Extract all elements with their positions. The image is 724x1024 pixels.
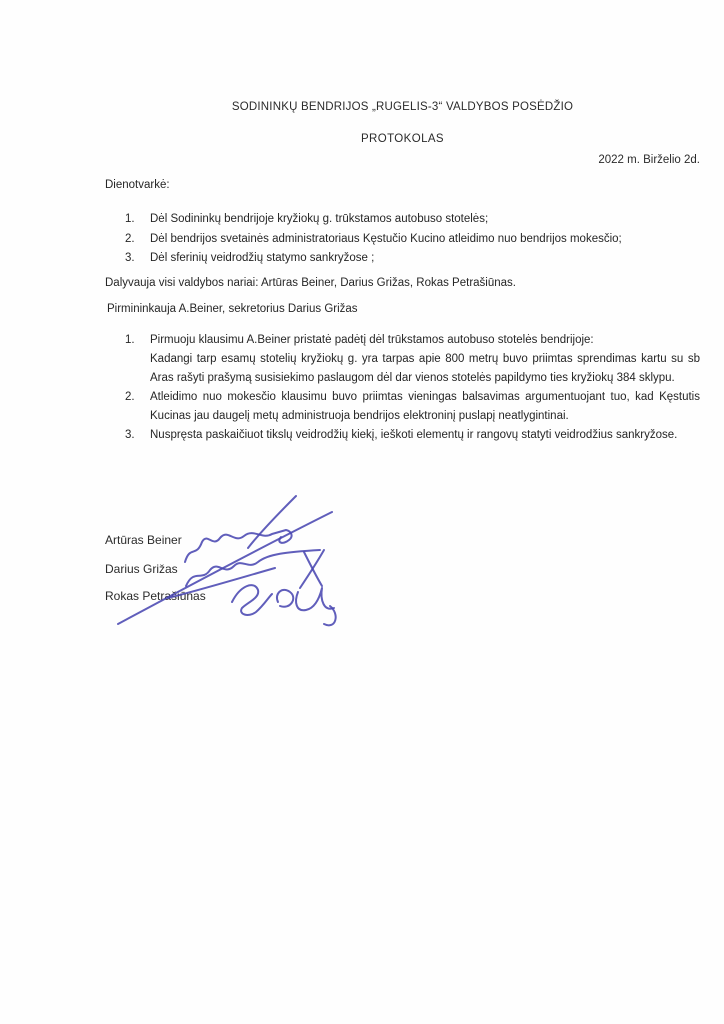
signatory-name: Artūras Beiner [105,533,182,547]
agenda-item-number: 1. [125,213,135,225]
minutes-item-number: 2. [125,391,135,403]
minutes-item [125,426,700,445]
agenda-item-text: Dėl bendrijos svetainės administratoriaus Kęstučio Kucino atleidimo nuo bendrijos mokesčio; [150,232,622,245]
agenda-item [125,230,700,250]
minutes-item-text [150,331,700,388]
minutes-item-text [150,388,700,426]
agenda-item-number: 3. [125,252,135,265]
document-content [105,0,700,1024]
agenda-list [125,210,700,269]
agenda-item [125,249,700,269]
signatory-name: Darius Grižas [105,562,178,576]
minutes-item [125,388,700,426]
agenda-item-text: Dėl Sodininkų bendrijoje kryžiokų g. trūkstamos autobuso stotelės; [150,213,489,225]
minutes-list [125,331,700,445]
chair-line: Pirmininkauja A.Beiner, sekretorius Darius Grižas [107,303,358,315]
attendees-line: Dalyvauja visi valdybos nariai: Artūras Beiner, Darius Grižas, Rokas Petrašiūnas. [105,277,516,289]
agenda-item [125,210,700,230]
minutes-item-number: 1. [125,334,135,346]
minutes-item-line1: Nuspręsta paskaičiuot tikslų veidrodžių kiekį, ieškoti elementų ir rangovų statyti veidrodžius sankryžose. [150,429,678,441]
document-date: 2022 m. Birželio 2d. [598,154,700,166]
minutes-item-line1: Atleidimo nuo mokesčio klausimu buvo priimtas vieningas balsavimas argumentuojant tuo, kad Kęstutis Kucinas jau daugelį metų administruoja bendrijos elektroninį puslapį neatlygintinai. [150,391,700,422]
document-subtitle: PROTOKOLAS [360,133,445,145]
signatory-name: Rokas Petrašiūnas [105,589,206,603]
agenda-heading: Dienotvarkė: [105,179,170,191]
document-title: SODININKŲ BENDRIJOS „RUGELIS-3“ VALDYBOS POSĖDŽIO [231,101,574,113]
agenda-item-text: Dėl sferinių veidrodžių statymo sankryžose ; [150,252,375,265]
agenda-item-number: 2. [125,232,135,245]
minutes-item [125,331,700,388]
minutes-item-number: 3. [125,429,135,441]
minutes-item-line2: Kadangi tarp esamų stotelių kryžiokų g. yra tarpas apie 800 metrų buvo priimtas sprendimas kartu su sb Aras rašyti prašymą susisiekimo paslaugom dėl dar vienos stotelės papildymo ties kryžiokų 384 sklypu. [150,353,700,384]
minutes-item-line1: Pirmuoju klausimu A.Beiner pristatė padėtį dėl trūkstamos autobuso stotelės bendrijoje: [150,334,594,346]
minutes-item-text [150,426,700,445]
